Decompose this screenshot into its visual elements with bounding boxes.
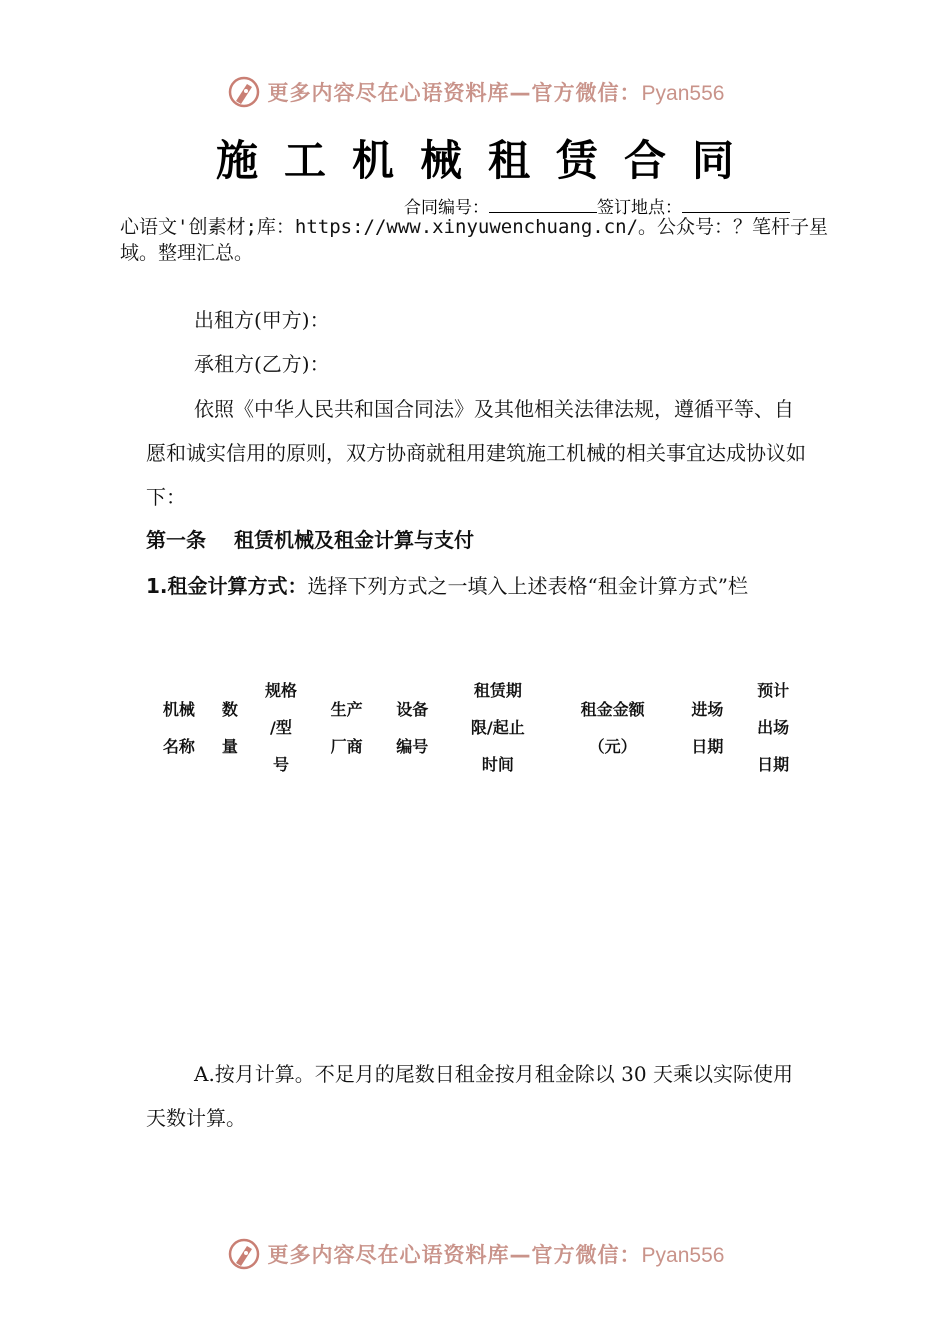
sign-place-blank	[682, 198, 790, 213]
watermark-text: 更多内容尽在心语资料库—官方微信：Pyan556	[267, 1243, 725, 1267]
lessor-line: 出租方(甲方)：	[194, 308, 330, 332]
col-equipment-no: 设备 编号	[396, 699, 429, 756]
col-machine-name: 机械 名称	[162, 699, 195, 756]
equipment-table	[146, 672, 806, 783]
article-1-title: 租赁机械及租金计算与支付	[234, 528, 474, 552]
col-spec-model: 规格 /型 号	[264, 681, 297, 774]
watermark-text: 更多内容尽在心语资料库—官方微信：Pyan556	[267, 81, 725, 105]
col-quantity: 数 量	[221, 699, 238, 756]
col-lease-period: 租赁期 限/起止 时间	[470, 681, 525, 774]
col-exit-date: 预计 出场 日期	[757, 681, 790, 774]
sign-place-label: 签订地点：	[597, 198, 682, 218]
basis-paragraph: 依照《中华人民共和国合同法》及其他相关法律法规，遵循平等、自愿和诚实信用的原则，双方协商就租用建筑施工机械的相关事宜达成协议如下：	[146, 397, 806, 509]
table-header-row	[146, 672, 806, 783]
source-note: 心语文'创素材;库：https://www.xinyuwenchuang.cn/。公众号：？笔杆子星域。整理汇总。	[120, 216, 829, 264]
col-rent-amount: 租金金额 （元）	[580, 699, 645, 756]
fountain-pen-logo-icon	[226, 1236, 262, 1272]
rent-method-paragraph	[146, 564, 811, 608]
page-title: 施工机械租赁合同	[215, 136, 760, 185]
col-entry-date: 进场 日期	[691, 699, 724, 756]
rent-method-text: 选择下列方式之一填入上述表格“租金计算方式”栏	[307, 574, 748, 598]
watermark-top	[0, 70, 950, 114]
rent-method-label: 1.租金计算方式：	[146, 574, 308, 598]
contract-no-blank	[489, 198, 597, 213]
col-manufacturer: 生产 厂商	[330, 699, 363, 756]
fountain-pen-logo-icon	[226, 74, 262, 110]
article-1-heading	[146, 520, 811, 560]
watermark-bottom	[0, 1232, 950, 1276]
article-1-number: 第一条	[146, 528, 206, 552]
contract-no-label: 合同编号：	[404, 198, 489, 218]
option-a-paragraph: A.按月计算。不足月的尾数日租金按月租金除以 30 天乘以实际使用天数计算。	[146, 1062, 793, 1130]
lessee-line: 承租方(乙方)：	[194, 352, 330, 376]
